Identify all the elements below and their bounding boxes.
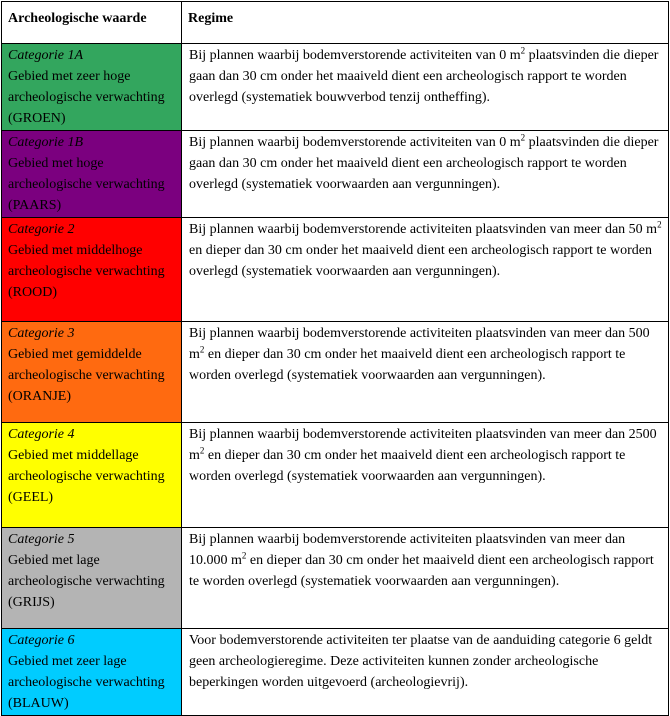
table-row: [2, 44, 669, 131]
table-row: [2, 528, 669, 629]
table-row: [2, 131, 669, 218]
regime-cell: [182, 528, 669, 629]
superscript-two: 2: [199, 445, 205, 456]
regime-cell: [182, 131, 669, 218]
regime-text-cont: en dieper dan 30 cm onder het maaiveld dient een archeologisch rapport te worden overlegd (systematiek voorwaarden aan vergunningen).: [189, 553, 654, 589]
category-description: Gebied met gemiddelde archeologische verwachting (ORANJE): [8, 347, 165, 404]
category-name: Categorie 3: [8, 326, 75, 341]
category-cell: [2, 322, 182, 423]
regime-cell: [182, 423, 669, 528]
regime-text-cont: en dieper dan 30 cm onder het maaiveld dient een archeologisch rapport te worden overlegd (systematiek voorwaarden aan vergunningen).: [189, 243, 652, 279]
category-description: Gebied met lage archeologische verwachting (GRIJS): [8, 553, 165, 610]
regime-text: Bij plannen waarbij bodemverstorende activiteiten plaatsvinden van meer dan 10.000 m: [189, 532, 626, 568]
regime-text: Bij plannen waarbij bodemverstorende activiteiten plaatsvinden van meer dan 500 m: [189, 326, 650, 362]
table-row: [2, 322, 669, 423]
category-description: Gebied met middelhoge archeologische verwachting (ROOD): [8, 243, 165, 300]
regime-cell: [182, 218, 669, 322]
regime-cell: [182, 322, 669, 423]
category-cell: [2, 131, 182, 218]
regime-text: Bij plannen waarbij bodemverstorende activiteiten van 0 m: [189, 48, 521, 63]
category-cell: [2, 528, 182, 629]
category-name: Categorie 5: [8, 532, 75, 547]
superscript-two: 2: [657, 219, 662, 230]
header-archeologische-waarde: Archeologische waarde: [2, 2, 182, 44]
superscript-two: 2: [199, 344, 205, 355]
regime-text: Bij plannen waarbij bodemverstorende activiteiten van 0 m: [189, 135, 521, 150]
regime-text: Bij plannen waarbij bodemverstorende activiteiten plaatsvinden van meer dan 2500 m: [189, 427, 657, 463]
regime-text-cont: en dieper dan 30 cm onder het maaiveld dient een archeologisch rapport te worden overlegd (systematiek voorwaarden aan vergunningen).: [189, 347, 626, 383]
category-name: Categorie 2: [8, 222, 75, 237]
category-cell: [2, 629, 182, 716]
regime-cell: [182, 44, 669, 131]
header-regime: Regime: [182, 2, 669, 44]
regime-text-cont: plaatsvinden die dieper gaan dan 30 cm onder het maaiveld dient een archeologisch rapport te worden overlegd (systematiek voorwaarden aan vergunningen).: [189, 135, 659, 192]
category-cell: [2, 44, 182, 131]
table-row: [2, 218, 669, 322]
category-description: Gebied met zeer lage archeologische verwachting (BLAUW): [8, 654, 165, 711]
archeology-regime-table: [1, 1, 669, 716]
category-description: Gebied met hoge archeologische verwachting (PAARS): [8, 156, 165, 213]
superscript-two: 2: [520, 132, 526, 143]
table-row: [2, 423, 669, 528]
superscript-two: 2: [241, 550, 247, 561]
category-description: Gebied met zeer hoge archeologische verwachting (GROEN): [8, 69, 165, 126]
regime-text: Bij plannen waarbij bodemverstorende activiteiten plaatsvinden van meer dan 50 m: [189, 222, 658, 237]
category-cell: [2, 218, 182, 322]
category-name: Categorie 1B: [8, 135, 84, 150]
category-name: Categorie 4: [8, 427, 75, 442]
category-cell: [2, 423, 182, 528]
regime-text-cont: en dieper dan 30 cm onder het maaiveld dient een archeologisch rapport te worden overlegd (systematiek voorwaarden aan vergunningen).: [189, 448, 626, 484]
regime-cell: [182, 629, 669, 716]
table-row: [2, 629, 669, 716]
table-header-row: [2, 2, 669, 44]
superscript-two: 2: [520, 45, 526, 56]
category-description: Gebied met middellage archeologische verwachting (GEEL): [8, 448, 165, 505]
regime-text-cont: plaatsvinden die dieper gaan dan 30 cm onder het maaiveld dient een archeologisch rapport te worden overlegd (systematiek bouwverbod tenzij ontheffing).: [189, 48, 659, 105]
category-name: Categorie 6: [8, 633, 75, 648]
category-name: Categorie 1A: [8, 48, 84, 63]
regime-text: Voor bodemverstorende activiteiten ter plaatse van de aanduiding categorie 6 geldt geen archeologieregime. Deze activiteiten kunnen zonder archeologische beperkingen worden uitgevoerd (archeologievrij).: [189, 633, 653, 690]
